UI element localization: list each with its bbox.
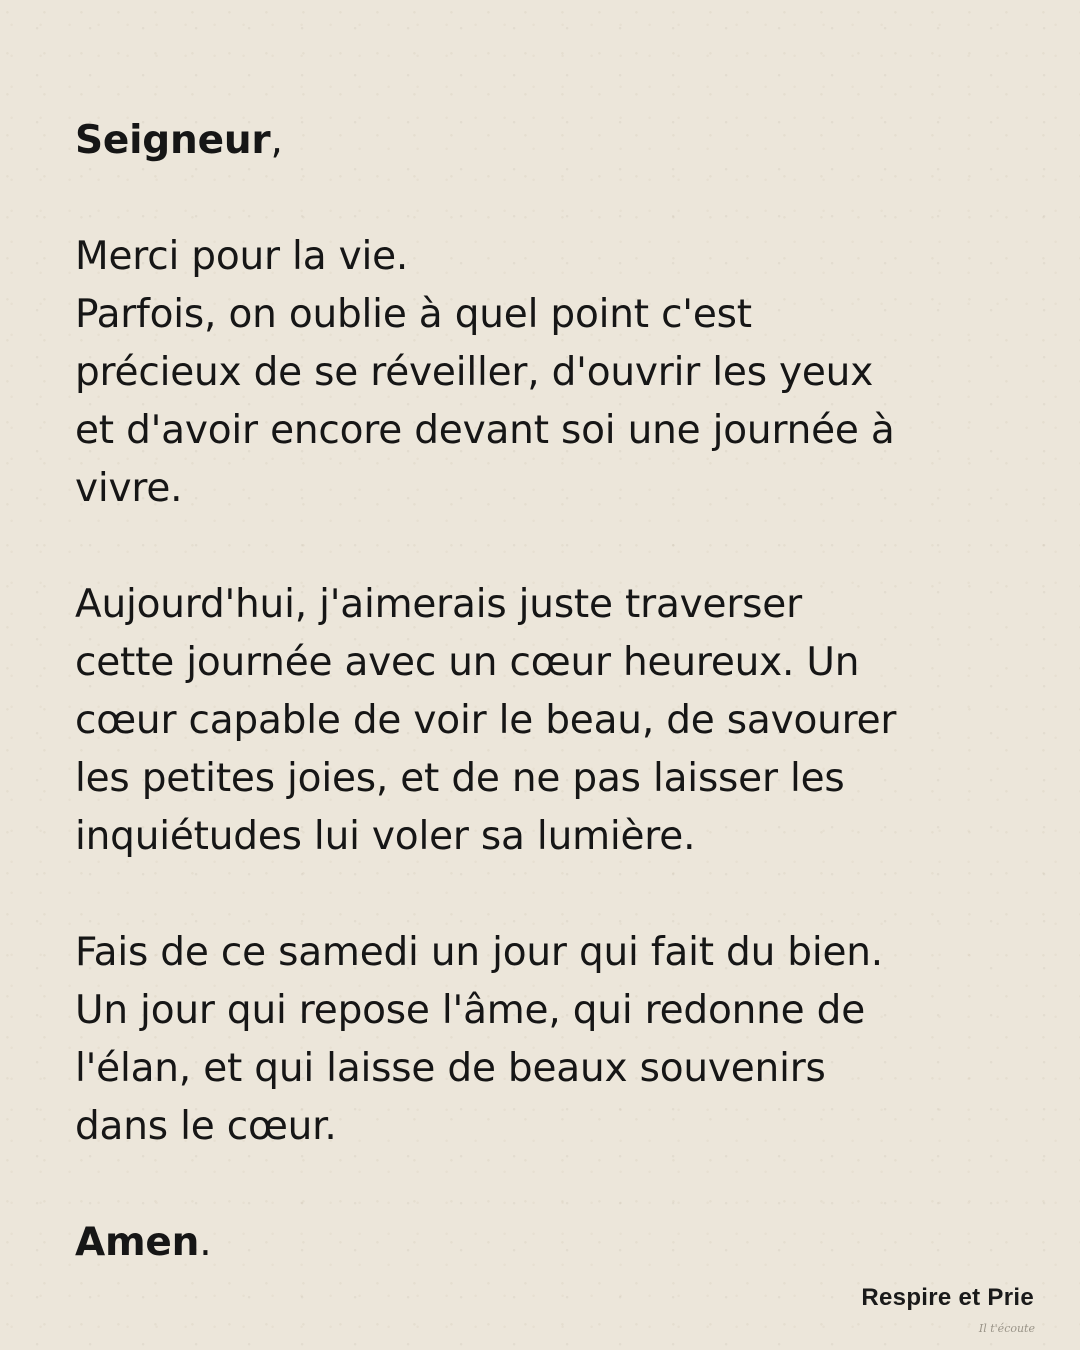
closing-word: Amen: [75, 1220, 200, 1265]
spacer: [75, 1156, 1015, 1214]
greeting: [75, 112, 1015, 170]
paragraph-3: [75, 924, 1015, 1156]
paragraph-line: cœur capable de voir le beau, de savourer: [75, 698, 897, 743]
paragraph-1: [75, 228, 1015, 518]
brand-name: Respire et Prie: [861, 1284, 1034, 1311]
paragraph-line: inquiétudes lui voler sa lumière.: [75, 814, 696, 859]
paragraph-line: vivre.: [75, 466, 183, 511]
paragraph-line: dans le cœur.: [75, 1104, 337, 1149]
spacer: [75, 170, 1015, 228]
closing: [75, 1214, 1015, 1272]
paragraph-line: cette journée avec un cœur heureux. Un: [75, 640, 860, 685]
paragraph-line: Fais de ce samedi un jour qui fait du bien.: [75, 930, 883, 975]
paragraph-line: Aujourd'hui, j'aimerais juste traverser: [75, 582, 802, 627]
prayer-text: [75, 112, 1015, 1272]
paragraph-line: et d'avoir encore devant soi une journée à: [75, 408, 895, 453]
paragraph-line: les petites joies, et de ne pas laisser les: [75, 756, 845, 801]
paragraph-line: Merci pour la vie.: [75, 234, 409, 279]
paragraph-2: [75, 576, 1015, 866]
greeting-punct: ,: [270, 118, 283, 163]
paragraph-line: Parfois, on oublie à quel point c'est: [75, 292, 752, 337]
signature: Il t'écoute: [978, 1322, 1035, 1335]
spacer: [75, 866, 1015, 924]
paragraph-line: l'élan, et qui laisse de beaux souvenirs: [75, 1046, 826, 1091]
paragraph-line: Un jour qui repose l'âme, qui redonne de: [75, 988, 866, 1033]
greeting-name: Seigneur: [75, 118, 271, 163]
spacer: [75, 518, 1015, 576]
closing-punct: .: [199, 1220, 212, 1265]
paragraph-line: précieux de se réveiller, d'ouvrir les yeux: [75, 350, 874, 395]
